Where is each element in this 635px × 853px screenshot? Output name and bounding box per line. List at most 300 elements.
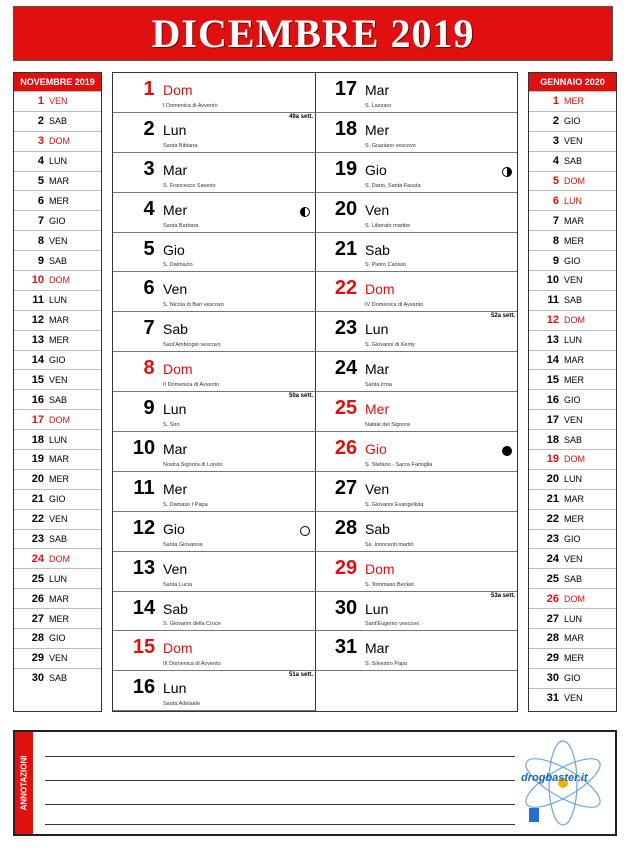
saint-name: S. Dalmazio — [163, 262, 193, 269]
saint-name: S. Nicola di Bari vescovo — [163, 302, 224, 309]
mini-day-number: 12 — [31, 314, 44, 327]
mini-day-number: 10 — [31, 274, 44, 287]
saint-name: S. Giovanni della Croce — [163, 621, 221, 628]
saint-name: II Domenica di Avvento — [163, 382, 220, 389]
day-cell — [315, 512, 517, 552]
mini-day-row — [14, 171, 101, 191]
saint-name: Santa Giovanna — [163, 541, 203, 548]
saint-name: S. Pietro Canisio — [365, 262, 406, 269]
mini-day-weekday: LUN — [564, 474, 583, 485]
mini-day-weekday: MAR — [564, 215, 584, 226]
mini-day-weekday: SAB — [49, 534, 68, 545]
mini-day-weekday: SAB — [564, 156, 583, 167]
day-cell — [315, 113, 517, 153]
mini-day-number: 27 — [31, 612, 44, 625]
mini-day-row — [14, 588, 101, 608]
mini-day-number: 20 — [546, 473, 559, 486]
mini-day-row — [14, 389, 101, 409]
saint-name: Santa Lucia — [163, 581, 193, 588]
mini-day-number: 10 — [546, 274, 559, 287]
day-cell — [315, 312, 517, 352]
day-cell — [113, 153, 315, 193]
mini-day-number: 8 — [37, 234, 44, 247]
day-cell — [113, 631, 315, 671]
day-cell — [113, 512, 315, 552]
mini-day-number: 18 — [546, 433, 559, 446]
mini-day-row — [529, 250, 616, 270]
mini-day-weekday: VEN — [564, 275, 583, 286]
day-cell — [113, 552, 315, 592]
day-number: 2 — [143, 117, 155, 140]
notes-label: ANNOTAZIONI — [19, 755, 29, 811]
mini-day-number: 6 — [552, 194, 559, 207]
saint-name: S. Silvestro Papa — [365, 661, 408, 668]
mini-day-number: 3 — [552, 135, 559, 148]
mini-day-row — [14, 111, 101, 131]
note-line — [45, 756, 515, 757]
saint-name: Sant'Eugenio vescovo — [365, 621, 420, 628]
mini-day-number: 23 — [546, 533, 559, 546]
day-number: 9 — [143, 397, 155, 420]
day-number: 23 — [334, 317, 358, 340]
mini-day-number: 30 — [546, 672, 559, 685]
mini-day-weekday: SAB — [49, 255, 68, 266]
day-weekday: Gio — [163, 520, 185, 537]
mini-day-number: 25 — [31, 572, 44, 585]
day-weekday: Sab — [365, 241, 390, 258]
mini-day-weekday: GIO — [564, 534, 581, 545]
mini-day-weekday: MER — [564, 374, 584, 385]
mini-day-number: 26 — [31, 592, 44, 605]
day-number: 31 — [334, 636, 358, 659]
mini-day-row — [529, 91, 616, 111]
mini-day-number: 4 — [552, 155, 559, 168]
mini-day-number: 9 — [552, 254, 559, 267]
mini-day-weekday: GIO — [49, 494, 66, 505]
mini-day-number: 30 — [31, 672, 44, 685]
next-month-panel — [528, 72, 617, 712]
mini-day-weekday: SAB — [49, 673, 68, 684]
mini-day-number: 17 — [546, 413, 559, 426]
prev-month-header: NOVEMBRE 2019 — [14, 73, 101, 91]
mini-day-weekday: MAR — [564, 494, 584, 505]
day-weekday: Lun — [163, 401, 187, 418]
week-number: 52a sett. — [490, 313, 515, 320]
day-number: 24 — [334, 357, 358, 380]
mini-day-weekday: LUN — [49, 156, 68, 167]
mini-day-weekday: DOM — [49, 414, 70, 425]
day-weekday: Mer — [365, 121, 390, 138]
mini-day-row — [529, 429, 616, 449]
mini-day-number: 3 — [37, 135, 44, 148]
mini-day-number: 22 — [31, 513, 44, 526]
day-weekday: Lun — [365, 600, 389, 617]
day-cell — [315, 352, 517, 392]
next-month-header: GENNAIO 2020 — [529, 73, 616, 91]
day-cell — [315, 73, 517, 113]
month-title-banner — [13, 6, 613, 61]
mini-day-weekday: DOM — [49, 275, 70, 286]
mini-day-weekday: SAB — [564, 295, 583, 306]
day-weekday: Mar — [365, 640, 390, 657]
mini-day-row — [14, 210, 101, 230]
mini-day-number: 17 — [31, 413, 44, 426]
mini-day-weekday: VEN — [564, 553, 583, 564]
mini-day-weekday: SAB — [564, 434, 583, 445]
mini-day-number: 28 — [546, 632, 559, 645]
mini-day-weekday: GIO — [49, 215, 66, 226]
mini-day-weekday: MAR — [49, 454, 69, 465]
day-cell — [315, 193, 517, 233]
mini-day-row — [529, 489, 616, 509]
day-number: 28 — [334, 516, 358, 539]
mini-day-weekday: MER — [564, 514, 584, 525]
mini-day-number: 11 — [547, 294, 559, 307]
day-cell — [113, 671, 315, 711]
mini-day-weekday: SAB — [49, 394, 68, 405]
day-cell — [113, 73, 315, 113]
saint-name: Ss. Innocenti martiri — [365, 541, 414, 548]
week-number: 53a sett. — [490, 592, 515, 599]
mini-day-weekday: DOM — [564, 593, 585, 604]
mini-day-number: 14 — [546, 354, 559, 367]
mini-day-weekday: LUN — [49, 573, 68, 584]
mini-day-number: 28 — [31, 632, 44, 645]
day-number: 21 — [334, 237, 358, 260]
mini-day-number: 19 — [31, 453, 44, 466]
day-weekday: Sab — [163, 321, 188, 338]
mini-day-weekday: VEN — [564, 136, 583, 147]
day-weekday: Mar — [163, 441, 188, 458]
day-cell — [315, 392, 517, 432]
mini-day-number: 9 — [37, 254, 44, 267]
mini-day-weekday: MER — [49, 613, 69, 624]
mini-day-row — [529, 230, 616, 250]
mini-day-weekday: DOM — [564, 315, 585, 326]
mini-day-number: 12 — [546, 314, 559, 327]
mini-day-row — [529, 190, 616, 210]
mini-day-number: 5 — [37, 175, 44, 187]
mini-day-number: 27 — [546, 612, 559, 625]
day-number: 15 — [132, 636, 156, 659]
week-number: 50a sett. — [288, 393, 313, 400]
mini-day-number: 29 — [546, 652, 559, 665]
day-number: 25 — [334, 397, 358, 420]
day-number: 7 — [143, 317, 155, 340]
mini-day-row — [14, 369, 101, 389]
day-number: 22 — [334, 277, 358, 300]
mini-day-number: 21 — [31, 493, 44, 506]
mini-day-weekday: LUN — [564, 613, 583, 624]
mini-day-number: 31 — [546, 692, 559, 705]
mini-day-number: 18 — [31, 433, 44, 446]
day-number: 3 — [143, 157, 155, 180]
mini-day-row — [529, 469, 616, 489]
day-weekday: Ven — [365, 480, 390, 497]
mini-day-row — [529, 369, 616, 389]
mini-day-weekday: GIO — [564, 116, 581, 127]
day-cell — [315, 552, 517, 592]
mini-day-row — [529, 151, 616, 171]
mini-day-row — [14, 409, 101, 429]
saint-name: S. Giovanni di Kenty — [365, 342, 415, 349]
mini-day-number: 13 — [31, 334, 44, 347]
saint-name: IV Domenica di Avvento — [365, 302, 424, 309]
day-weekday: Lun — [163, 680, 187, 697]
mini-day-weekday: VEN — [49, 96, 68, 107]
day-number: 14 — [132, 596, 156, 619]
mini-day-number: 8 — [552, 234, 559, 247]
mini-day-weekday: MAR — [564, 633, 584, 644]
day-number: 10 — [132, 437, 156, 460]
mini-day-number: 1 — [552, 95, 559, 108]
mini-day-row — [14, 330, 101, 350]
day-weekday: Ven — [163, 281, 188, 298]
mini-day-row — [14, 469, 101, 489]
mini-day-row — [14, 568, 101, 588]
mini-day-row — [529, 389, 616, 409]
day-weekday: Dom — [365, 560, 395, 577]
day-number: 20 — [334, 197, 358, 220]
day-number: 18 — [334, 117, 358, 140]
mini-day-weekday: MAR — [564, 355, 584, 366]
day-cell — [315, 432, 517, 472]
day-number: 30 — [334, 596, 358, 619]
mini-day-number: 2 — [37, 115, 44, 128]
day-weekday: Lun — [365, 321, 389, 338]
day-weekday: Ven — [365, 201, 390, 218]
mini-day-row — [529, 568, 616, 588]
day-weekday: Ven — [163, 560, 188, 577]
day-weekday: Lun — [163, 121, 187, 138]
saint-name: S. Francesco Saverio — [163, 182, 216, 189]
day-number: 8 — [143, 357, 155, 380]
day-weekday: Mer — [365, 401, 390, 418]
saint-name: S. Siro — [163, 422, 180, 429]
saint-name: S. Damaso I Papa — [163, 501, 208, 508]
mini-day-weekday: MAR — [49, 315, 69, 326]
mini-day-number: 20 — [31, 473, 44, 486]
mini-day-weekday: LUN — [49, 295, 68, 306]
mini-day-row — [529, 210, 616, 230]
day-weekday: Dom — [365, 281, 395, 298]
mini-day-row — [529, 548, 616, 568]
saint-name: Santa Barbara — [163, 222, 199, 229]
moon-phase-icon — [502, 446, 512, 456]
mini-day-number: 11 — [32, 294, 44, 307]
day-number: 1 — [143, 78, 155, 100]
mini-day-weekday: MER — [49, 195, 69, 206]
saint-name: Santa Bibiana — [163, 142, 198, 149]
mini-day-weekday: GIO — [564, 255, 581, 266]
day-weekday: Mer — [163, 201, 188, 218]
day-weekday: Gio — [163, 241, 185, 258]
mini-day-row — [14, 668, 101, 688]
mini-day-row — [14, 350, 101, 370]
mini-day-number: 13 — [546, 334, 559, 347]
mini-day-weekday: DOM — [564, 454, 585, 465]
day-number: 26 — [334, 437, 358, 460]
mini-day-row — [14, 250, 101, 270]
mini-day-row — [529, 509, 616, 529]
day-cell — [113, 352, 315, 392]
mini-day-row — [529, 529, 616, 549]
note-line — [45, 824, 515, 825]
mini-day-number: 6 — [37, 194, 44, 207]
mini-day-row — [14, 91, 101, 111]
mini-day-weekday: MAR — [49, 593, 69, 604]
mini-day-weekday: MER — [564, 96, 584, 107]
mini-day-number: 16 — [31, 393, 44, 406]
note-line — [45, 780, 515, 781]
saint-name: S. Giovanni Evangelista — [365, 501, 424, 508]
day-number: 13 — [132, 556, 156, 579]
mini-day-row — [529, 171, 616, 191]
mini-day-row — [529, 350, 616, 370]
mini-day-row — [14, 190, 101, 210]
mini-day-row — [529, 588, 616, 608]
saint-name: S. Stefano - Sacra Famiglia — [365, 461, 433, 468]
saint-name: Nostra Signora di Loreto — [163, 461, 223, 468]
mini-day-number: 29 — [31, 652, 44, 665]
mini-day-row — [529, 449, 616, 469]
mini-day-weekday: VEN — [49, 653, 68, 664]
mini-day-row — [14, 270, 101, 290]
moon-phase-icon — [300, 207, 310, 217]
day-cell — [113, 233, 315, 273]
mini-day-row — [529, 131, 616, 151]
mini-day-number: 23 — [31, 533, 44, 546]
mini-day-number: 4 — [37, 155, 44, 168]
moon-phase-icon — [300, 526, 310, 536]
mini-day-weekday: GIO — [564, 673, 581, 684]
day-weekday: Mar — [163, 161, 188, 178]
site-logo — [517, 738, 609, 828]
day-cell — [315, 233, 517, 273]
day-cell — [113, 113, 315, 153]
mini-day-row — [529, 330, 616, 350]
mini-day-weekday: VEN — [49, 374, 68, 385]
day-cell — [113, 472, 315, 512]
mini-day-number: 15 — [546, 373, 559, 386]
mini-day-weekday: DOM — [49, 136, 70, 147]
day-number: 4 — [143, 197, 155, 220]
mini-day-row — [14, 290, 101, 310]
day-weekday: Sab — [365, 520, 390, 537]
day-weekday: Gio — [365, 441, 387, 458]
notes-label-tab — [15, 732, 33, 834]
day-cell — [315, 631, 517, 671]
mini-day-weekday: GIO — [564, 394, 581, 405]
day-weekday: Dom — [163, 82, 193, 98]
notes-section — [13, 730, 617, 836]
day-weekday: Dom — [163, 640, 193, 657]
saint-name: I Domenica di Avvento — [163, 102, 218, 109]
mini-day-row — [529, 290, 616, 310]
saint-name: III Domenica di Avvento — [163, 661, 221, 668]
mini-day-row — [529, 648, 616, 668]
mini-day-number: 19 — [546, 453, 559, 466]
saint-name: S. Tommaso Becket — [365, 581, 414, 588]
month-title: DICEMBRE 2019 — [151, 11, 475, 56]
day-cell — [315, 472, 517, 512]
mini-day-row — [529, 688, 616, 708]
mini-day-weekday: LUN — [564, 195, 583, 206]
day-cell — [113, 272, 315, 312]
mini-day-row — [529, 608, 616, 628]
day-weekday: Sab — [163, 600, 188, 617]
day-number: 6 — [143, 277, 155, 300]
days-column-left — [113, 73, 316, 711]
saint-name: Natale del Signore — [365, 422, 411, 429]
logo-text: drogbaster.it — [521, 772, 588, 784]
mini-day-weekday: MER — [564, 653, 584, 664]
mini-day-row — [14, 648, 101, 668]
mini-day-row — [14, 529, 101, 549]
mini-day-weekday: LUN — [49, 434, 68, 445]
day-weekday: Dom — [163, 361, 193, 378]
mini-day-row — [529, 270, 616, 290]
day-number: 17 — [334, 78, 358, 100]
mini-day-number: 15 — [31, 373, 44, 386]
mini-day-weekday: LUN — [564, 335, 583, 346]
day-weekday: Mar — [365, 82, 390, 98]
mini-day-row — [529, 409, 616, 429]
mini-day-row — [14, 608, 101, 628]
mini-day-weekday: VEN — [564, 414, 583, 425]
day-cell — [315, 592, 517, 632]
mini-day-number: 7 — [552, 214, 559, 227]
day-number: 11 — [133, 476, 155, 499]
day-number: 12 — [132, 516, 156, 539]
mini-day-weekday: SAB — [564, 573, 583, 584]
mini-day-row — [529, 111, 616, 131]
mini-day-weekday: DOM — [564, 176, 585, 186]
saint-name: S. Lazzaro — [365, 102, 392, 109]
mini-day-number: 24 — [546, 552, 559, 565]
mini-day-number: 14 — [31, 354, 44, 367]
saint-name: S. Graziano vescovo — [365, 142, 416, 149]
note-line — [45, 804, 515, 805]
mini-day-row — [14, 131, 101, 151]
day-cell — [113, 312, 315, 352]
mini-day-weekday: GIO — [49, 355, 66, 366]
day-cell — [113, 432, 315, 472]
day-cell — [113, 193, 315, 233]
prev-month-panel — [13, 72, 102, 712]
day-weekday: Mar — [365, 361, 390, 378]
days-column-right — [315, 73, 517, 711]
day-weekday: Gio — [365, 161, 387, 178]
saint-name: S. Liberato martire — [365, 222, 411, 229]
mini-day-number: 5 — [552, 175, 559, 187]
mini-day-number: 16 — [546, 393, 559, 406]
mini-day-row — [14, 548, 101, 568]
day-weekday: Mer — [163, 480, 188, 497]
day-cell — [315, 272, 517, 312]
mini-day-weekday: SAB — [49, 116, 68, 127]
day-number: 27 — [334, 476, 358, 499]
mini-day-weekday: VEN — [49, 514, 68, 525]
mini-day-number: 2 — [552, 115, 559, 128]
mini-day-row — [529, 628, 616, 648]
day-number: 29 — [334, 556, 358, 579]
mini-day-weekday: VEN — [564, 693, 583, 704]
saint-name: Santa Irma — [365, 382, 392, 389]
mini-day-weekday: MER — [564, 235, 584, 246]
saint-name: Sant'Ambrogio vescovo — [163, 342, 221, 349]
mini-day-row — [529, 668, 616, 688]
